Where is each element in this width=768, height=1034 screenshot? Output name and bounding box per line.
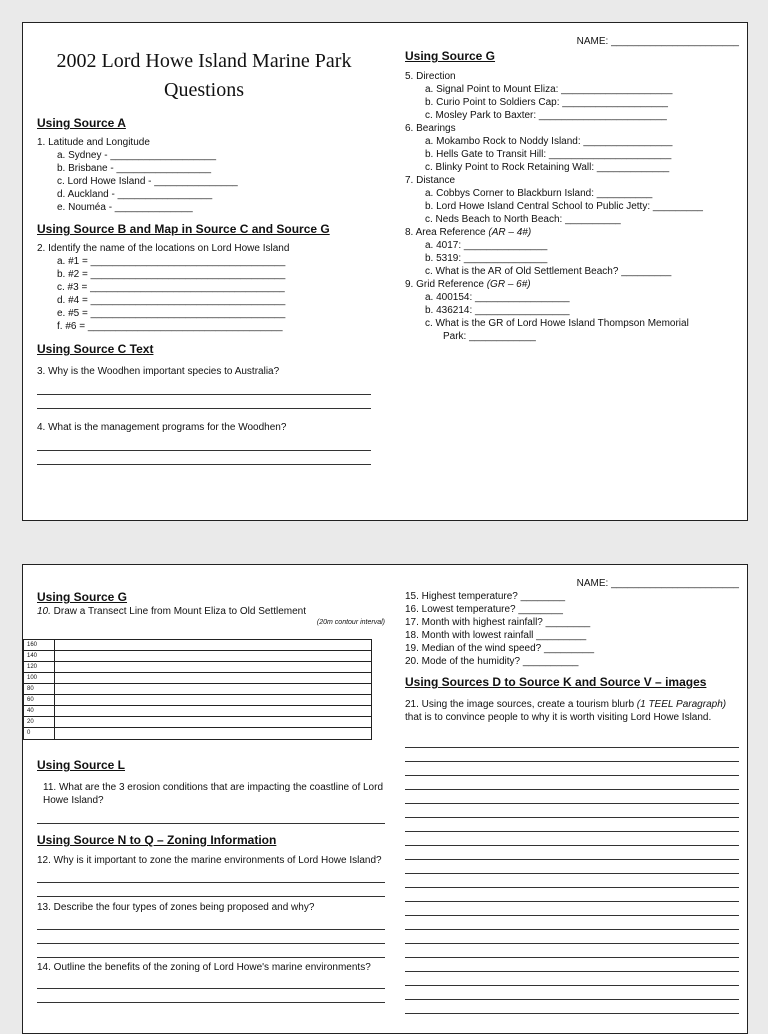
grid-row <box>24 673 371 684</box>
answer-line[interactable] <box>37 916 385 930</box>
grid-row <box>24 640 371 651</box>
q7-item: b. Lord Howe Island Central School to Public Jetty: _________ <box>425 201 703 212</box>
grid-row <box>24 706 371 717</box>
answer-line[interactable] <box>37 869 385 883</box>
grid-label: 160 <box>27 642 38 648</box>
q1-item: c. Lord Howe Island - _______________ <box>57 176 238 187</box>
q21-text: 21. Using the image sources, create a tourism blurb <box>405 699 637 710</box>
q9-item: c. What is the GR of Lord Howe Island Thompson Memorial <box>425 318 689 329</box>
answer-line[interactable] <box>37 451 371 465</box>
q1-item: a. Sydney - ___________________ <box>57 150 217 161</box>
q9-item-continued: Park: ____________ <box>443 331 536 342</box>
question-11: 11. What are the 3 erosion conditions that are impacting the coastline of Lord Howe Island? <box>43 782 384 806</box>
q9-note: (GR – 6#) <box>486 279 531 290</box>
q1-item: e. Nouméa - ______________ <box>57 202 193 213</box>
q8-item: b. 5319: _______________ <box>425 253 548 264</box>
question-8 <box>405 226 739 239</box>
q6-item: a. Mokambo Rock to Noddy Island: ________________ <box>425 136 673 147</box>
q9-item: b. 436214: _________________ <box>425 305 570 316</box>
question-2: 2. Identify the name of the locations on Lord Howe Island <box>37 243 290 254</box>
grid-label: 120 <box>27 664 38 670</box>
source-bc-heading: Using Source B and Map in Source C and Source G <box>37 222 330 236</box>
source-a-heading: Using Source A <box>37 116 126 130</box>
q7-item: a. Cobbys Corner to Blackburn Island: __________ <box>425 188 653 199</box>
grid-label: 80 <box>27 686 34 692</box>
answer-line[interactable] <box>37 810 385 824</box>
answer-line[interactable] <box>405 818 739 832</box>
question-10 <box>37 605 385 618</box>
q8-item: a. 4017: _______________ <box>425 240 548 251</box>
answer-line[interactable] <box>405 734 739 748</box>
question-1: 1. Latitude and Longitude <box>37 137 150 148</box>
answer-line[interactable] <box>37 989 385 1003</box>
grid-label: 60 <box>27 697 34 703</box>
answer-line[interactable] <box>405 972 739 986</box>
page-title: 2002 Lord Howe Island Marine Park Questions <box>56 50 352 101</box>
sources-d-k-heading: Using Sources D to Source K and Source V – images <box>405 675 707 689</box>
q7-item: c. Neds Beach to North Beach: __________ <box>425 214 621 225</box>
question-20: 20. Mode of the humidity? __________ <box>405 656 579 667</box>
grid-row <box>24 662 371 673</box>
answer-line[interactable] <box>405 874 739 888</box>
q21-text-end: that is to convince people to why it is worth visiting Lord Howe Island. <box>405 712 712 723</box>
answer-line[interactable] <box>405 748 739 762</box>
answer-line[interactable] <box>405 944 739 958</box>
answer-line[interactable] <box>405 930 739 944</box>
name-field[interactable]: NAME: _______________________ <box>576 578 739 589</box>
q2-item: a. #1 = ___________________________________ <box>57 256 286 267</box>
grid-label: 140 <box>27 653 38 659</box>
grid-label: 0 <box>27 730 31 736</box>
answer-line[interactable] <box>405 762 739 776</box>
question-17: 17. Month with highest rainfall? ________ <box>405 617 591 628</box>
answer-line[interactable] <box>405 916 739 930</box>
left-column-lower <box>37 757 385 1003</box>
question-5: 5. Direction <box>405 71 456 82</box>
question-16: 16. Lowest temperature? ________ <box>405 604 563 615</box>
answer-line[interactable] <box>37 395 371 409</box>
answer-line[interactable] <box>405 860 739 874</box>
q9-label: 9. Grid Reference <box>405 279 487 290</box>
question-21 <box>405 698 739 724</box>
worksheet-page-1 <box>22 22 748 521</box>
q2-item: f. #6 = ___________________________________ <box>57 321 283 332</box>
grid-label: 40 <box>27 708 34 714</box>
q8-note: (AR – 4#) <box>488 227 532 238</box>
grid-row <box>24 728 371 739</box>
source-c-heading: Using Source C Text <box>37 342 154 356</box>
grid-label: 100 <box>27 675 38 681</box>
blurb-answer-area[interactable] <box>405 734 739 1014</box>
answer-line[interactable] <box>405 804 739 818</box>
answer-line[interactable] <box>405 1000 739 1014</box>
contour-note: (20m contour interval) <box>316 619 385 626</box>
q2-item: e. #5 = ___________________________________ <box>57 308 286 319</box>
source-g-heading: Using Source G <box>405 49 496 63</box>
grid-row <box>24 651 371 662</box>
question-19: 19. Median of the wind speed? _________ <box>405 643 595 654</box>
right-column <box>405 577 739 1014</box>
answer-line[interactable] <box>37 381 371 395</box>
left-column <box>37 47 371 465</box>
q5-item: b. Curio Point to Soldiers Cap: ___________________ <box>425 97 668 108</box>
q5-item: a. Signal Point to Mount Eliza: ____________________ <box>425 84 673 95</box>
answer-line[interactable] <box>405 902 739 916</box>
question-14: 14. Outline the benefits of the zoning of Lord Howe's marine environments? <box>37 962 371 973</box>
answer-line[interactable] <box>37 975 385 989</box>
grid-row <box>24 684 371 695</box>
grid-row <box>24 695 371 706</box>
source-g-heading: Using Source G <box>37 590 128 604</box>
worksheet-page-2 <box>22 564 748 1034</box>
question-18: 18. Month with lowest rainfall _________ <box>405 630 587 641</box>
q2-item: c. #3 = ___________________________________ <box>57 282 285 293</box>
question-4: 4. What is the management programs for the Woodhen? <box>37 422 287 433</box>
q1-item: d. Auckland - _________________ <box>57 189 213 200</box>
q6-item: b. Hells Gate to Transit Hill: ______________________ <box>425 149 672 160</box>
q5-item: c. Mosley Park to Baxter: _______________________ <box>425 110 667 121</box>
question-15: 15. Highest temperature? ________ <box>405 591 566 602</box>
answer-line[interactable] <box>405 958 739 972</box>
source-nq-heading: Using Source N to Q – Zoning Information <box>37 833 277 847</box>
question-12: 12. Why is it important to zone the marine environments of Lord Howe Island? <box>37 855 382 866</box>
question-6: 6. Bearings <box>405 123 456 134</box>
answer-line[interactable] <box>405 776 739 790</box>
transect-grid[interactable] <box>23 639 372 740</box>
answer-line[interactable] <box>37 437 371 451</box>
answer-line[interactable] <box>37 930 385 944</box>
question-7: 7. Distance <box>405 175 456 186</box>
answer-line[interactable] <box>37 944 385 958</box>
q2-item: b. #2 = ___________________________________ <box>57 269 286 280</box>
name-field[interactable]: NAME: _______________________ <box>576 36 739 47</box>
q2-item: d. #4 = ___________________________________ <box>57 295 286 306</box>
question-13: 13. Describe the four types of zones being proposed and why? <box>37 902 315 913</box>
q1-item: b. Brisbane - _________________ <box>57 163 212 174</box>
left-column <box>37 589 385 628</box>
answer-line[interactable] <box>405 790 739 804</box>
source-l-heading: Using Source L <box>37 758 126 772</box>
answer-line[interactable] <box>405 846 739 860</box>
answer-line[interactable] <box>37 883 385 897</box>
q8-item: c. What is the AR of Old Settlement Beach? _________ <box>425 266 672 277</box>
right-column <box>405 35 739 343</box>
q8-label: 8. Area Reference <box>405 227 489 238</box>
grid-label: 20 <box>27 719 34 725</box>
q10-text: Draw a Transect Line from Mount Eliza to Old Settlement <box>50 606 307 617</box>
answer-line[interactable] <box>405 986 739 1000</box>
q9-item: a. 400154: _________________ <box>425 292 570 303</box>
answer-line[interactable] <box>405 888 739 902</box>
q21-note: (1 TEEL Paragraph) <box>636 699 727 710</box>
q10-number: 10. <box>37 606 51 617</box>
answer-line[interactable] <box>405 832 739 846</box>
grid-row <box>24 717 371 728</box>
question-3: 3. Why is the Woodhen important species to Australia? <box>37 366 280 377</box>
q6-item: c. Blinky Point to Rock Retaining Wall: _____________ <box>425 162 670 173</box>
question-9 <box>405 278 739 291</box>
